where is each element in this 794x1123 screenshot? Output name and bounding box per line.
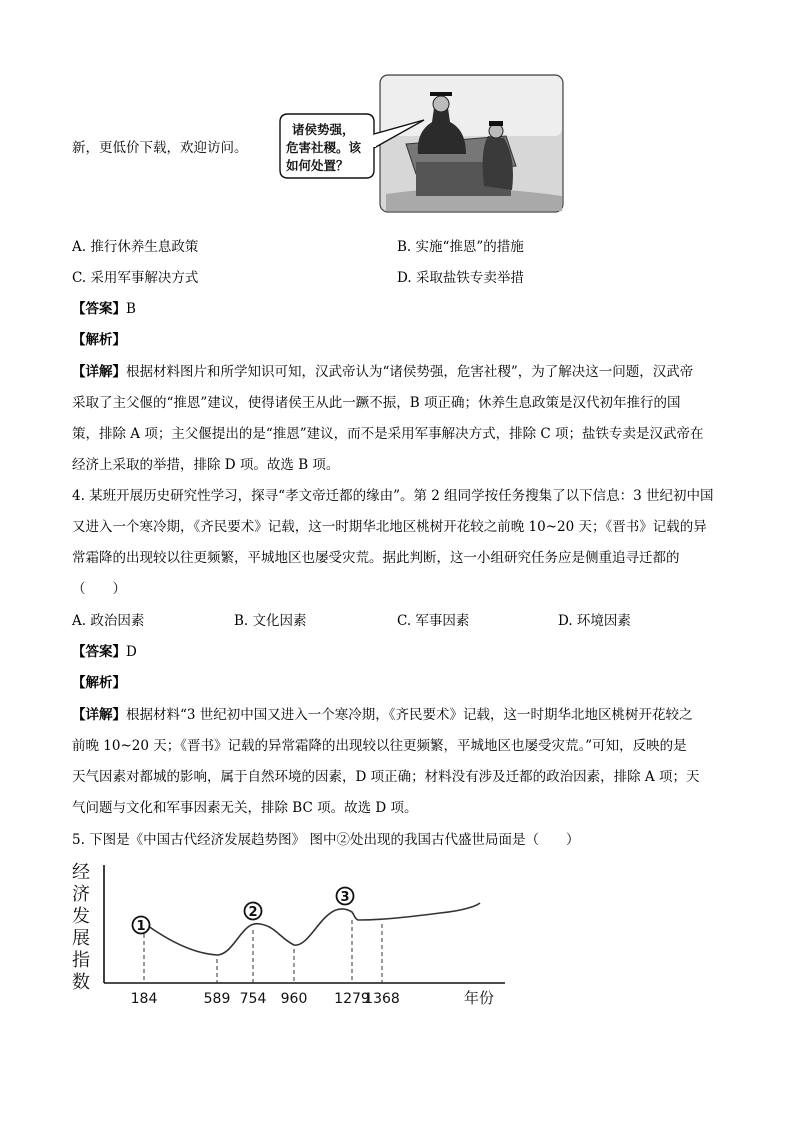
q3-detail-1: [72, 360, 693, 380]
q4-stem-1: 4. 某班开展历史研究性学习，探寻“孝文帝迁都的缘由”。第 2 组同学按任务搜集了以下信息：3 世纪初中国: [72, 488, 714, 504]
answer-value: D: [126, 644, 137, 660]
q4-stem-3: 常霜降的出现较以往更频繁，平城地区也屡受灾荒。据此判断，这一小组研究任务应是侧重追寻迁都的: [72, 550, 680, 566]
q3-option-c: C. 采用军事解决方式: [72, 270, 199, 286]
y-label-group: [72, 862, 90, 993]
y-label-char: 指: [72, 950, 90, 971]
marker-label: 1: [136, 919, 146, 934]
q3-detail-4: 经济上采取的举措，排除 D 项。故选 B 项。: [72, 457, 340, 473]
detail-text: 根据材料图片和所学知识可知，汉武帝认为“诸侯势强，危害社稷”，为了解决这一问题，汉武帝: [126, 364, 694, 380]
economic-trend-chart: [60, 850, 520, 1015]
illustration: [266, 74, 566, 214]
marker-label: 2: [248, 905, 258, 920]
x-tick-label: 589: [203, 991, 231, 1007]
q3-analysis-tag: 【解析】: [72, 332, 126, 348]
q3-answer: [72, 297, 136, 317]
x-axis-label: 年份: [464, 989, 495, 1007]
detail-tag: 【详解】: [72, 707, 126, 723]
y-label-char: 济: [72, 884, 90, 905]
q3-intro: 新，更低价下载，欢迎访问。: [72, 140, 248, 156]
y-label-char: 发: [72, 906, 90, 927]
bubble-line-2: 危害社稷。该: [286, 140, 362, 155]
marker-label: 3: [340, 890, 350, 905]
q3-option-b: B. 实施“推恩”的措施: [397, 239, 524, 255]
bubble-line-1: 诸侯势强，: [292, 122, 355, 137]
q4-option-a: A. 政治因素: [72, 613, 145, 629]
q5-stem: 5. 下图是《中国古代经济发展趋势图》 图中②处出现的我国古代盛世局面是（ ）: [72, 832, 580, 848]
q4-detail-2: 前晚 10~20 天；《晋书》记载的异常霜降的出现较以往更频繁，平城地区也屡受灾荒。”可知，反映的是: [72, 738, 687, 754]
q3-detail-3: 策，排除 A 项；主父偃提出的是“推恩”建议，而不是采用军事解决方式，排除 C 项；盐铁专卖是汉武帝在: [72, 426, 704, 442]
x-tick-label: 1368: [364, 991, 400, 1007]
bubble-line-3: 如何处置？: [286, 158, 349, 173]
q4-option-b: B. 文化因素: [234, 613, 307, 629]
y-label-char: 展: [72, 928, 90, 949]
q4-option-c: C. 军事因素: [397, 613, 470, 629]
q3-option-d: D. 采取盐铁专卖举措: [397, 270, 524, 286]
q3-option-a: A. 推行休养生息政策: [72, 239, 199, 255]
q4-stem-2: 又进入一个寒冷期，《齐民要术》记载，这一时期华北地区桃树开花较之前晚 10~20 天；《晋书》记载的异: [72, 519, 707, 535]
detail-tag: 【详解】: [72, 364, 126, 380]
q4-detail-4: 气问题与文化和军事因素无关，排除 BC 项。故选 D 项。: [72, 800, 418, 816]
detail-text: 根据材料“3 世纪初中国又进入一个寒冷期，《齐民要术》记载，这一时期华北地区桃树开花较之: [126, 707, 693, 723]
y-label-char: 经: [72, 862, 90, 883]
answer-tag: 【答案】: [72, 644, 126, 660]
x-tick-label: 754: [239, 991, 267, 1007]
q4-answer: [72, 640, 137, 660]
answer-value: B: [126, 301, 136, 317]
q4-stem-4: （ ）: [72, 581, 126, 597]
q4-analysis-tag: 【解析】: [72, 675, 126, 691]
answer-tag: 【答案】: [72, 301, 126, 317]
y-label-char: 数: [72, 972, 90, 993]
q4-option-d: D. 环境因素: [558, 613, 631, 629]
trend-line: [144, 903, 480, 955]
x-tick-label: 184: [130, 991, 158, 1007]
q4-detail-3: 天气因素对都城的影响，属于自然环境的因素，D 项正确；材料没有涉及迁都的政治因素，排除 A 项；天: [72, 769, 700, 785]
q3-detail-2: 采取了主父偃的“推恩”建议，使得诸侯王从此一蹶不振，B 项正确；休养生息政策是汉代初年推行的国: [72, 395, 681, 411]
x-tick-label: 960: [280, 991, 308, 1007]
x-tick-label: 1279: [334, 991, 370, 1007]
q4-detail-1: [72, 703, 693, 723]
